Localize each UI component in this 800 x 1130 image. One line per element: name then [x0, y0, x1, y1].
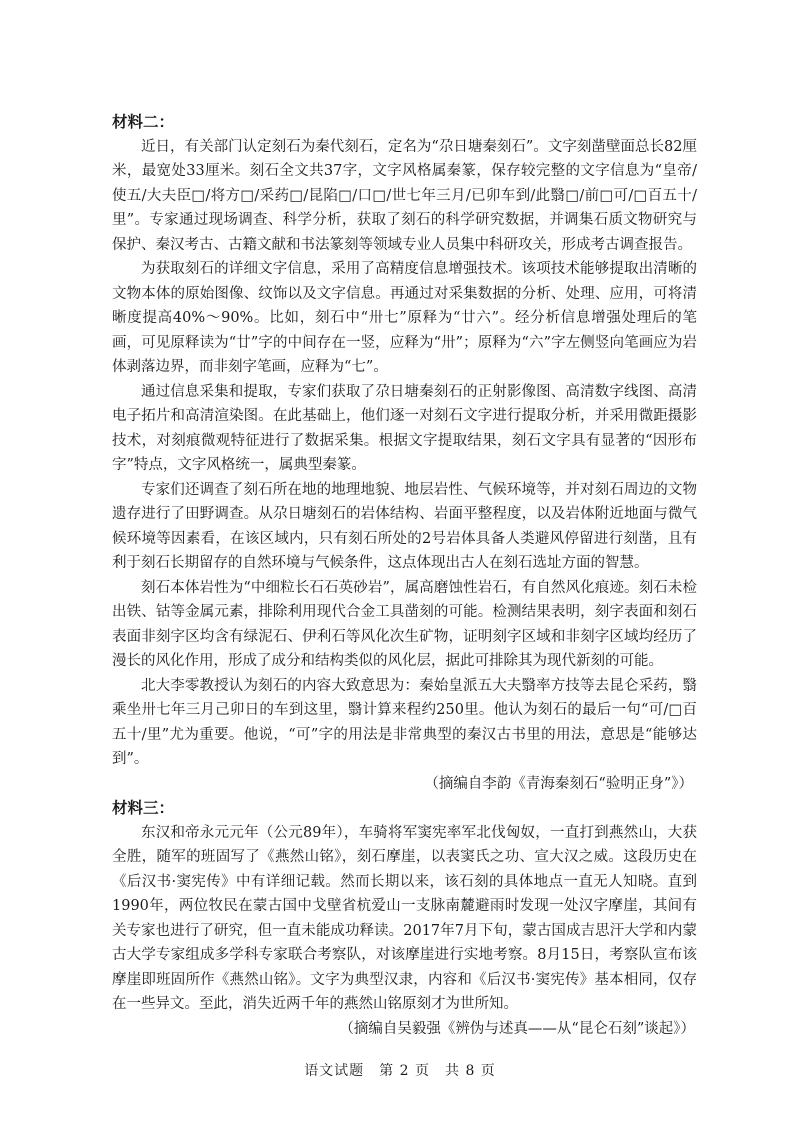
material2-paragraph-6: 北大李零教授认为刻石的内容大致意思为：秦始皇派五大夫翳率方技等去昆仑采药，翳乘坐卅七年三月己卯日的车到这里，翳计算来程约250里。他认为刻石的最后一句“可/□百五十/里”尤为重要。他说，“可”字的用法是非常典型的秦汉古书里的用法，意思是“能够达到”。 [112, 677, 697, 767]
material2-paragraph-1: 近日，有关部门认定刻石为秦代刻石，定名为“尕日塘秦刻石”。文字刻凿壁面总长82厘米，最宽处33厘米。刻石全文共37字，文字风格属秦篆，保存较完整的文字信息为“皇帝/使五/大夫臣□/将方□/采药□/昆陷□/口□/世七年三月/已卯车到/此翳□/前□可/□百五十/里”。专家通过现场调查、科学分析，获取了刻石的科学研究数据，并调集石质文物研究与保护、秦汉考古、古籍文献和书法篆刻等领域专业人员集中科研攻关，形成考古调查报告。 [112, 138, 697, 253]
page-footer: 语文试题 第 2 页 共 8 页 [304, 1063, 496, 1079]
material2-paragraph-2: 为获取刻石的详细文字信息，采用了高精度信息增强技术。该项技术能够提取出清晰的文物本体的原始图像、纹饰以及文字信息。再通过对采集数据的分析、处理、应用，可将清晰度提高40%～90%。比如，刻石中“卅七”原释为“廿六”。经分析信息增强处理后的笔画，可见原释读为“廿”字的中间存在一竖，应释为“卅”；原释为“六”字左侧竖向笔画应为岩体剥落边界，而非刻字笔画，应释为“七”。 [112, 261, 697, 375]
material2-heading: 材料二： [112, 113, 175, 131]
material2-paragraph-5: 刻石本体岩性为“中细粒长石石英砂岩”，属高磨蚀性岩石，有自然风化痕迹。刻石未检出铁、钴等金属元素，排除利用现代合金工具凿刻的可能。检测结果表明，刻字表面和刻石表面非刻字区均含有绿泥石、伊利石等风化次生矿物，证明刻字区域和非刻字区域均经历了漫长的风化作用，形成了成分和结构类似的风化层，据此可排除其为现代新刻的可能。 [112, 579, 697, 669]
material3-heading: 材料三： [112, 799, 175, 817]
material2-paragraph-4: 专家们还调查了刻石所在地的地理地貌、地层岩性、气候环境等，并对刻石周边的文物遗存进行了田野调查。从尕日塘刻石的岩体结构、岩面平整程度，以及岩体附近地面与微气候环境等因素看，在该区域内，只有刻石所处的2号岩体具备人类避风停留进行刻凿，且有利于刻石长期留存的自然环境与气候条件，这点体现出古人在刻石选址方面的智慧。 [112, 481, 697, 571]
document-body [112, 110, 697, 1041]
material2-paragraph-3: 通过信息采集和提取，专家们获取了尕日塘秦刻石的正射影像图、高清数字线图、高清电子拓片和高清渲染图。在此基础上，他们逐一对刻石文字进行提取分析，并采用微距摄影技术，对刻痕微观特征进行了数据采集。根据文字提取结果，刻石文字具有显著的“因形布字”特点，文字风格统一，属典型秦篆。 [112, 383, 697, 473]
material3-source: （摘编自吴毅强《辨伪与述真——从“昆仑石刻”谈起》） [339, 1020, 695, 1037]
material3-paragraph-1: 东汉和帝永元元年（公元89年），车骑将军窦宪率军北伐匈奴，一直打到燕然山，大获全胜，随军的班固写了《燕然山铭》，刻石摩崖，以表窦氏之功、宣大汉之威。这段历史在《后汉书·窦宪传》中有详细记载。然而长期以来，该石刻的具体地点一直无人知晓。直到1990年，两位牧民在蒙古国中戈壁省杭爱山一支脉南麓避雨时发现一处汉字摩崖，其间有关专家也进行了研究，但一直未能成功释读。2017年7月下旬，蒙古国成吉思汗大学和内蒙古大学专家组成多学科专家联合考察队，对该摩崖进行实地考察。8月15日，考察队宣布该摩崖即班固所作《燕然山铭》。文字为典型汉隶，内容和《后汉书·窦宪传》基本相同，仅存在一些异文。至此，消失近两千年的燕然山铭原刻才为世所知。 [112, 824, 697, 1012]
material2-source: （摘编自李韵《青海秦刻石“验明正身”》） [424, 775, 693, 792]
